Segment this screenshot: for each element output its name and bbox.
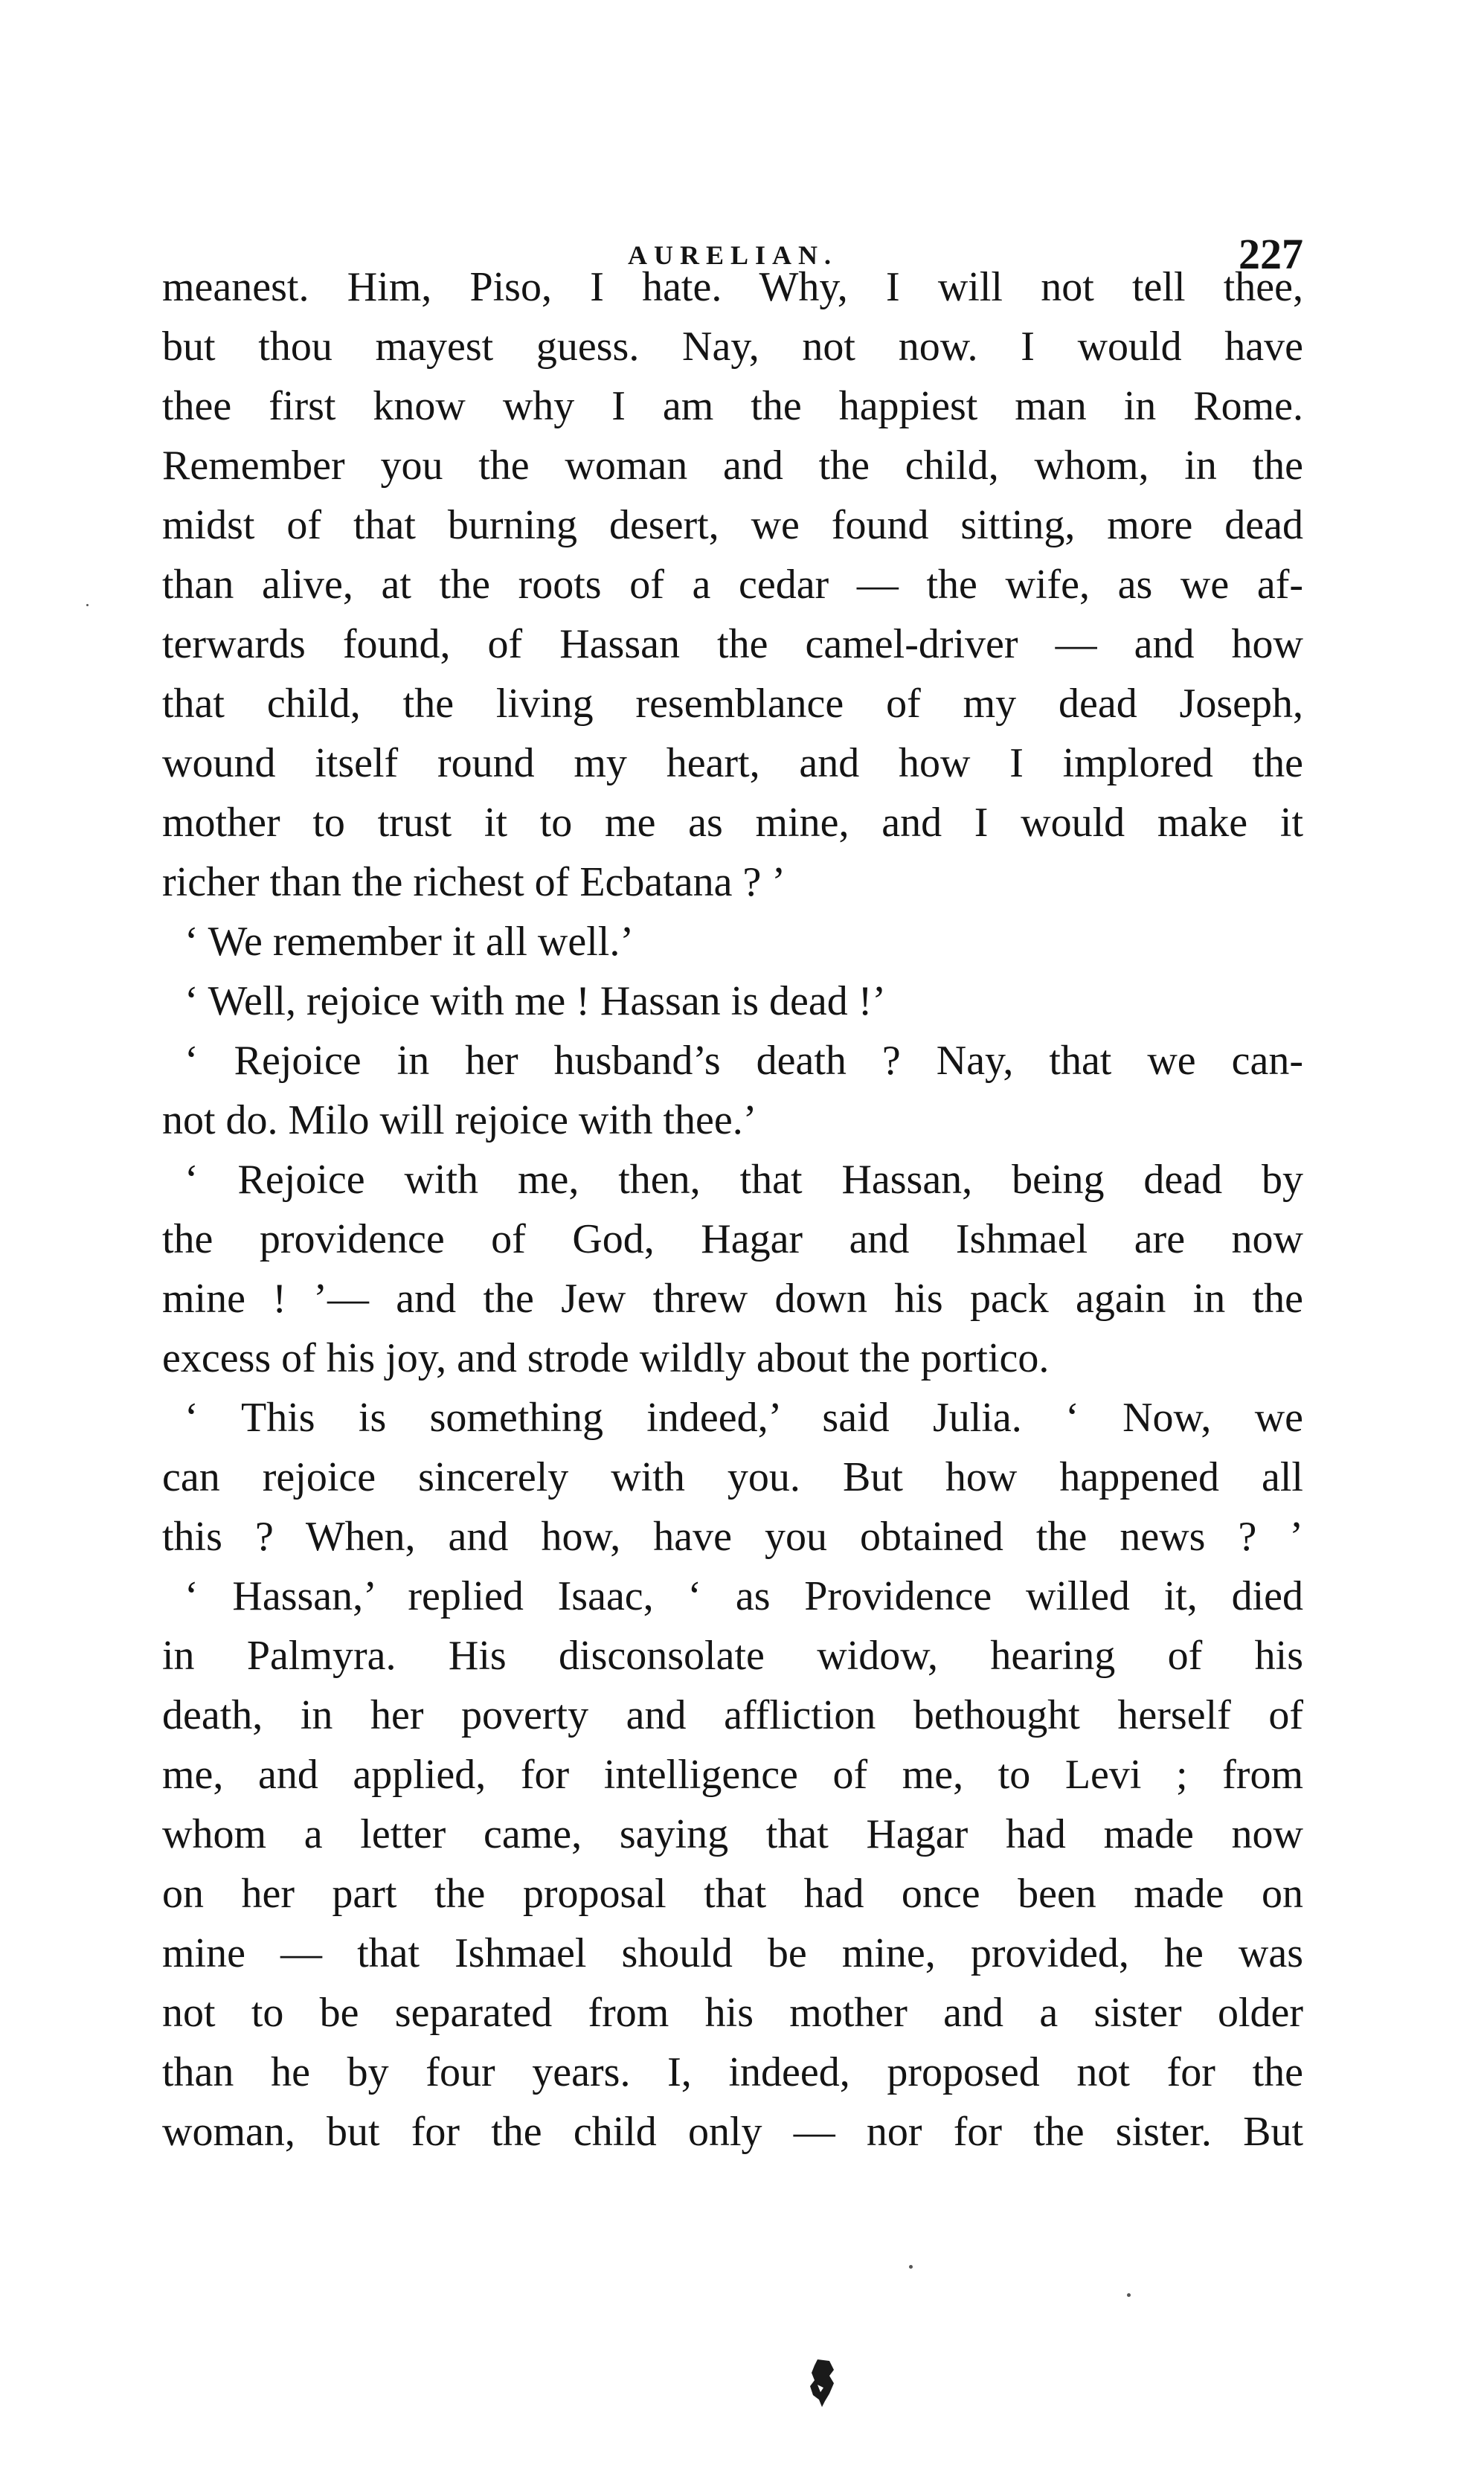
text-line: in Palmyra. His disconsolate widow, hearing of his [162, 1633, 1303, 1679]
text-line: wound itself round my heart, and how I implored the [162, 740, 1303, 786]
text-line: meanest. Him, Piso, I hate. Why, I will not tell thee, [162, 264, 1303, 310]
page-number: 227 [1239, 230, 1303, 278]
text-line: that child, the living resemblance of my dead Joseph, [162, 681, 1303, 727]
text-line: the providence of God, Hagar and Ishmael are now [162, 1216, 1303, 1262]
text-line: not to be separated from his mother and a sister older [162, 1990, 1303, 2036]
text-line: than alive, at the roots of a cedar — the wife, as we af- [162, 562, 1303, 608]
text-line: ‘ This is something indeed,’ said Julia. ‘ Now, we [184, 1395, 1303, 1441]
running-title: AURELIAN. [627, 240, 838, 270]
page-body-text [162, 257, 1303, 2162]
text-line: not do. Milo will rejoice with thee.’ [162, 1097, 757, 1143]
text-line: ‘ Rejoice in her husband’s death ? Nay, that we can- [184, 1038, 1303, 1084]
text-line: on her part the proposal that had once been made on [162, 1871, 1303, 1917]
text-line: thee first know why I am the happiest man in Rome. [162, 383, 1303, 429]
text-line: Remember you the woman and the child, whom, in the [162, 443, 1303, 489]
text-line: terwards found, of Hassan the camel-driver — and how [162, 621, 1303, 667]
text-line: this ? When, and how, have you obtained the news ? ’ [162, 1514, 1303, 1560]
text-line: richer than the richest of Ecbatana ? ’ [162, 859, 786, 905]
paper-speck [86, 604, 89, 606]
text-line: ‘ Well, rejoice with me ! Hassan is dead !’ [184, 978, 887, 1024]
text-line: mother to trust it to me as mine, and I would make it [162, 800, 1303, 846]
text-line: excess of his joy, and strode wildly about the portico. [162, 1335, 1050, 1381]
text-line: than he by four years. I, indeed, proposed not for the [162, 2049, 1303, 2095]
text-line: mine — that Ishmael should be mine, provided, he was [162, 1930, 1303, 1976]
text-line: can rejoice sincerely with you. But how happened all [162, 1454, 1303, 1500]
text-line: whom a letter came, saying that Hagar had made now [162, 1811, 1303, 1857]
library-stamp-icon [807, 2358, 837, 2409]
paper-speck [1127, 2293, 1131, 2297]
text-line: death, in her poverty and affliction bethought herself of [162, 1692, 1303, 1738]
text-line: ‘ Hassan,’ replied Isaac, ‘ as Providence willed it, died [184, 1573, 1303, 1619]
text-line: mine ! ’— and the Jew threw down his pack again in the [162, 1276, 1303, 1322]
text-line: ‘ Rejoice with me, then, that Hassan, being dead by [184, 1157, 1303, 1203]
text-line: woman, but for the child only — nor for the sister. But [162, 2109, 1303, 2155]
text-line: midst of that burning desert, we found sitting, more dead [162, 502, 1303, 548]
text-line: ‘ We remember it all well.’ [184, 919, 634, 965]
text-line: but thou mayest guess. Nay, not now. I would have [162, 324, 1303, 370]
text-line: me, and applied, for intelligence of me, to Levi ; from [162, 1752, 1303, 1798]
paper-speck [909, 2265, 913, 2269]
